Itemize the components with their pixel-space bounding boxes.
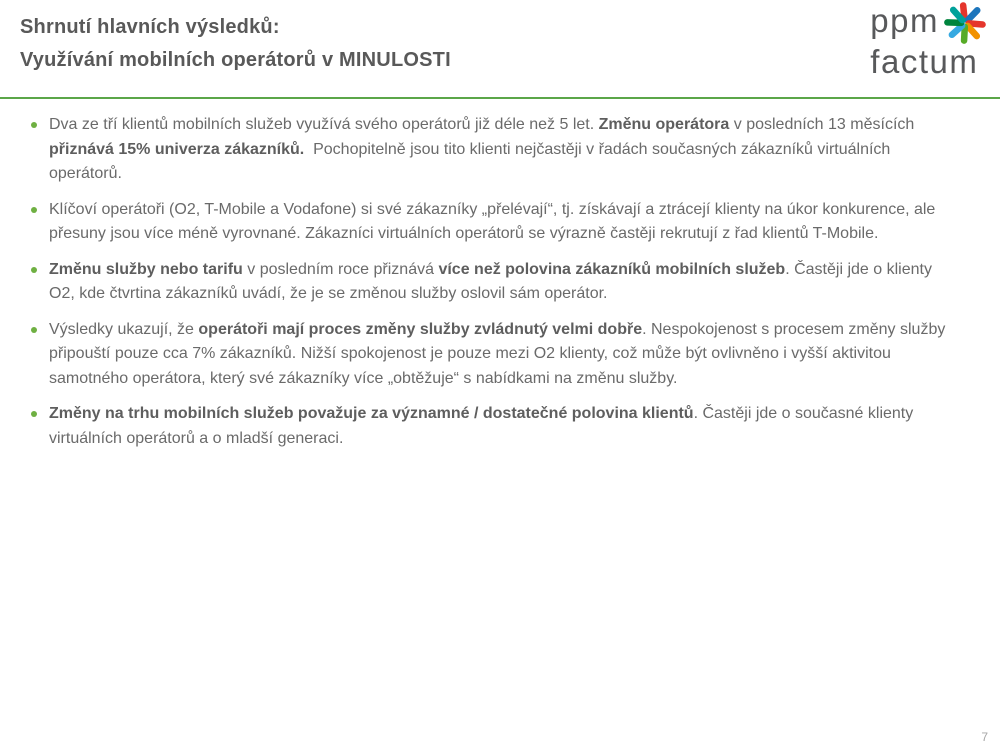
- list-item: [30, 113, 947, 187]
- bullet-text: v posledních 13 měsících: [729, 116, 915, 133]
- bullet-text: . Častěji jde o současné klienty virtuálních operátorů a o mladší generaci.: [49, 405, 914, 447]
- bullet-text: Pochopitelně jsou tito klienti nejčastěji v řadách současných zákazníků virtuálních operátorů.: [49, 140, 891, 182]
- list-item: [30, 318, 947, 392]
- list-item: [30, 198, 947, 247]
- bullet-text: . Častěji jde o klienty O2, kde čtvrtina zákazníků uvádí, že je se změnou služby oslovil sám operátor.: [49, 260, 932, 302]
- bullet-icon: [31, 207, 37, 213]
- bullet-text-bold: operátoři mají proces změny služby zvládnutý velmi dobře: [198, 320, 643, 338]
- list-item: [30, 258, 947, 307]
- logo-text-factum: factum: [870, 43, 979, 80]
- bullet-list: [30, 113, 947, 462]
- logo-asterisk-icon: [942, 0, 988, 46]
- page-title: [20, 11, 451, 77]
- bullet-text: Výsledky ukazují, že: [49, 320, 199, 338]
- bullet-text-bold: přiznává 15% univerza zákazníků.: [49, 140, 305, 158]
- bullet-icon: [31, 122, 37, 128]
- title-line-2: Využívání mobilních operátorů v MINULOSTI: [20, 49, 451, 71]
- bullet-text: v posledním roce přiznává: [242, 260, 439, 278]
- page-number: 7: [981, 730, 988, 744]
- bullet-text: Klíčoví operátoři (O2, T-Mobile a Vodafone) si své zákazníky „přelévají“, tj. získávají a ztrácejí klienty na úkor konkurence, ale přesuny jsou více méně vyrovnané. Zákazníci virtuálních operátorů se výrazně častěji rekrutují z řad klientů T-Mobile.: [49, 200, 936, 242]
- bullet-text-bold: Změnu operátora: [598, 116, 730, 133]
- logo-text-ppm: ppm: [870, 2, 939, 39]
- bullet-text-bold: více než polovina zákazníků mobilních služeb: [438, 260, 786, 278]
- bullet-icon: [31, 411, 37, 417]
- bullet-icon: [31, 327, 37, 333]
- bullet-text: . Nespokojenost s procesem změny služby připouští pouze cca 7% zákazníků. Nižší spokojenost je pouze mezi O2 klienty, což může být ovlivněno i vyšší aktivitou samotného operátora, který své zákazníky více „obtěžuje“ s nabídkami na změnu služby.: [49, 320, 946, 387]
- bullet-icon: [31, 267, 37, 273]
- title-line-1: Shrnutí hlavních výsledků:: [20, 16, 280, 38]
- ppm-factum-logo: [870, 4, 988, 78]
- bullet-text-bold: Změnu služby nebo tarifu: [49, 260, 243, 278]
- header-divider: [0, 97, 1000, 99]
- bullet-text: Dva ze tří klientů mobilních služeb využívá svého operátorů již déle než 5 let.: [49, 116, 599, 133]
- bullet-text-bold: Změny na trhu mobilních služeb považuje za významné / dostatečné polovina klientů: [49, 405, 694, 422]
- list-item: [30, 402, 947, 451]
